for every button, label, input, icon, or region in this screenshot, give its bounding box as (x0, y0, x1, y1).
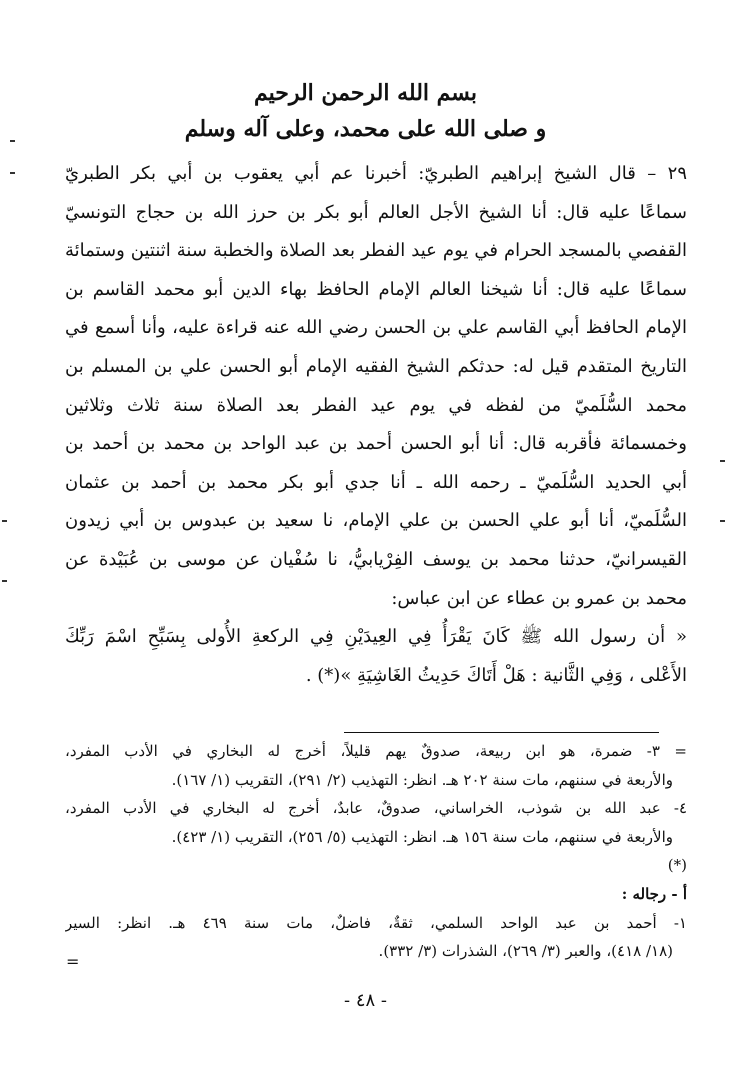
text-line: محمد بن عمرو بن عطاء عن ابن عباس: (391, 587, 687, 609)
text-line: ٢٩ – قال الشيخ إبراهيم الطبريّ: أخبرنا عم أبي يعقوب بن أبي بكر الطبريّ (65, 163, 687, 184)
hadith-matn-line: الأَعْلى ، وَفِي الثَّانية : هَلْ أَتَاكَ حَدِيثُ الغَاشِيَةِ »(*) . (305, 664, 687, 686)
text-line: القفصي بالمسجد الحرام في يوم عيد الفطر بعد الصلاة والخطبة سنة اثنتين وستمائة (65, 240, 687, 262)
scan-edge-mark (10, 140, 15, 142)
footnote-line: ٤- عبد الله بن شوذب، الخراساني، صدوقٌ، عابدٌ، أخرج له البخاري في الأدب المفرد، (65, 799, 687, 818)
hadith-text (65, 155, 687, 695)
text-line: سماعًا عليه قال: أنا شيخنا العالم الإمام الحافظ بهاء الدين أبو محمد القاسم بن (65, 278, 687, 300)
text-line: أبي الحديد السُّلَميّ ـ رحمه الله ـ أنا جدي أبو بكر محمد بن أحمد بن عثمان (65, 471, 687, 493)
footnote-line: والأربعة في سننهم، مات سنة ٢٠٢ هـ. انظر: التهذيب (٢/ ٢٩١)، التقريب (١/ ١٦٧). (171, 770, 673, 789)
hadith-matn-line: « أن رسول الله ﷺ كَانَ يَقْرَأُ فِي العِيدَيْنِ فِي الركعةِ الأُولى بِسَبِّحِ اسْمَ رَبِّكَ (65, 626, 687, 648)
text-line: الإمام الحافظ أبي القاسم علي بن الحسن رضي الله عنه قراءة عليه، وأنا أسمع في (65, 317, 687, 339)
scan-edge-mark (10, 172, 15, 174)
text-line: القيسرانيّ، حدثنا محمد بن يوسف الفِرْيابيُّ، نا سُفْيان عن موسى بن عُبَيْدة عن (65, 548, 687, 570)
footnote-line: = ٣- ضمرة، هو ابن ربيعة، صدوقٌ يهم قليلاً، أخرج له البخاري في الأدب المفرد، (65, 742, 687, 760)
footnote-subheading: أ - رجاله : (621, 884, 687, 903)
text-line: وخمسمائة فأقربه قال: أنا أبو الحسن أحمد بن عبد الواحد بن محمد بن أحمد بن (65, 433, 687, 455)
scan-edge-mark (2, 580, 7, 582)
scan-edge-mark (720, 460, 725, 462)
footnote-divider (344, 732, 659, 733)
text-line: محمد السُّلَميّ من لفظه في يوم عيد الفطر بعد الصلاة سنة ثلاث وثلاثين (65, 394, 687, 416)
basmala-heading: بسم الله الرحمن الرحيم (253, 80, 478, 106)
scan-edge-mark (720, 520, 725, 522)
text-line: التاريخ المتقدم قيل له: حدثكم الشيخ الفقيه الإمام أبو الحسن علي بن المسلم بن (65, 355, 687, 377)
footnote-line: ١- أحمد بن عبد الواحد السلمي، ثقةٌ، فاضلٌ، مات سنة ٤٦٩ هـ. انظر: السير (65, 913, 687, 932)
continuation-mark: = (66, 952, 80, 971)
text-line: سماعًا عليه قال: أنا الشيخ الأجل العالم أبو بكر بن حرز الله بن حجاج التونسيّ (65, 201, 687, 223)
footnotes (65, 737, 687, 966)
scan-edge-mark (2, 520, 7, 522)
page-number: - ٤٨ - (344, 990, 387, 1011)
footnote-line: (١٨/ ٤١٨)، والعبر (٣/ ٢٦٩)، الشذرات (٣/ ٣٣٢). (378, 942, 673, 961)
footnote-line: والأربعة في سننهم، مات سنة ١٥٦ هـ. انظر: التهذيب (٥/ ٢٥٦)، التقريب (١/ ٤٢٣). (171, 827, 673, 846)
salat-heading: و صلى الله على محمد، وعلى آله وسلم (184, 116, 547, 142)
footnote-marker: (*) (667, 856, 687, 875)
text-line: السُّلَميّ، أنا أبو علي الحسن بن علي الإمام، نا سعيد بن عبدوس بن أبي زيدون (65, 510, 687, 532)
